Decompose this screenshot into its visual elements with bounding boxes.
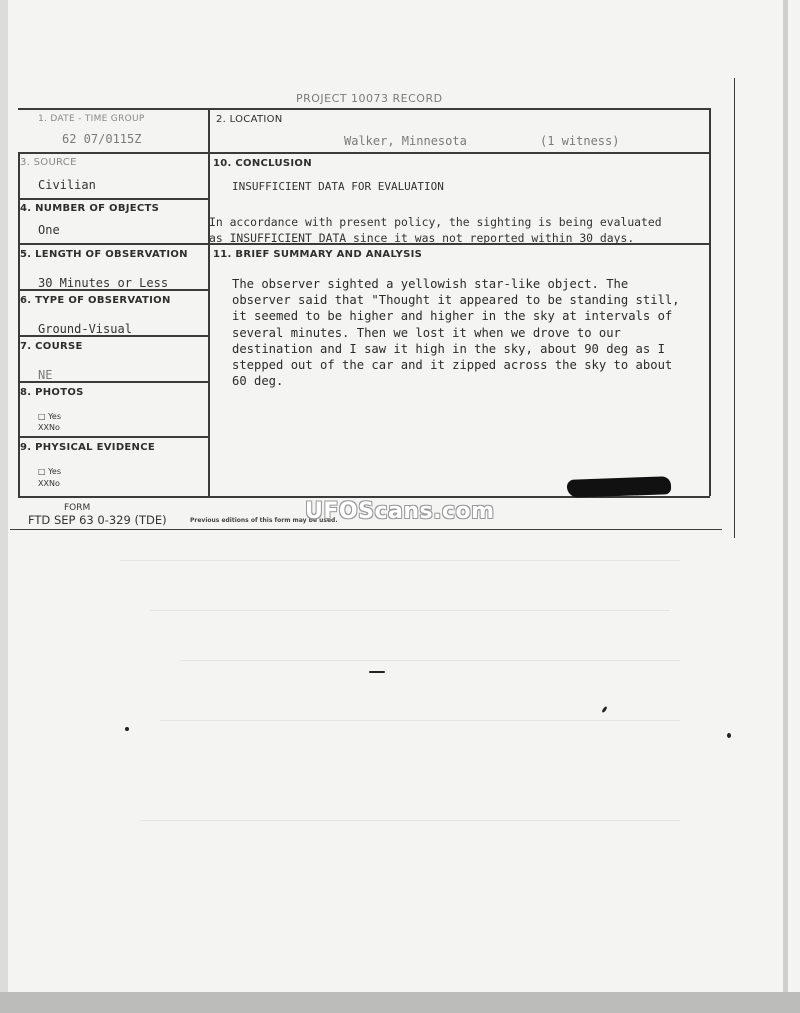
- physical-evidence-yes-checkbox: □ Yes: [38, 467, 62, 476]
- rule: [18, 198, 209, 200]
- conclusion-note-line-2: as INSUFFICIENT DATA since it was not reported within 30 days.: [209, 231, 635, 245]
- date-time-group-value: 62 07/0115Z: [62, 132, 142, 146]
- watermark: UFOScans.com: [305, 499, 495, 524]
- summary-text: [232, 276, 722, 389]
- summary-line: observer said that "Thought it appeared to be standing still,: [232, 293, 680, 308]
- rule: [18, 152, 710, 154]
- speck: [727, 733, 731, 738]
- scan-edge-right: [783, 0, 788, 1013]
- rule: [10, 529, 722, 530]
- conclusion-label: 10. CONCLUSION: [213, 158, 312, 169]
- photos-yes-checkbox: □ Yes: [38, 412, 62, 421]
- length-of-observation-label: 5. LENGTH OF OBSERVATION: [20, 249, 188, 260]
- redaction-mark: [567, 476, 672, 498]
- length-of-observation-value: 30 Minutes or Less: [38, 276, 169, 290]
- summary-label: 11. BRIEF SUMMARY AND ANALYSIS: [213, 249, 423, 260]
- photos-no-checkbox: XXNo: [38, 423, 60, 432]
- form-word: FORM: [64, 503, 91, 513]
- summary-line: 60 deg.: [232, 374, 284, 389]
- previous-editions-note: Previous editions of this form may be used.: [190, 517, 338, 524]
- summary-line: stepped out of the car and it zipped across the sky to about: [232, 358, 673, 373]
- physical-evidence-label: 9. PHYSICAL EVIDENCE: [20, 442, 155, 453]
- source-value: Civilian: [38, 178, 96, 192]
- form-title: PROJECT 10073 RECORD: [296, 92, 443, 105]
- rule: [18, 108, 710, 110]
- source-label: 3. SOURCE: [20, 157, 77, 168]
- form-id: FTD SEP 63 0-329 (TDE): [28, 513, 167, 527]
- bleed-through: [120, 560, 680, 561]
- location-witness: (1 witness): [540, 134, 620, 148]
- bleed-through: [180, 660, 680, 661]
- summary-line: The observer sighted a yellowish star-like object. The: [232, 277, 629, 291]
- scan-edge-bottom: [0, 992, 800, 1013]
- photos-label: 8. PHOTOS: [20, 387, 84, 398]
- summary-line: several minutes. Then we lost it when we drove to our: [232, 325, 621, 340]
- speck: [125, 727, 129, 731]
- type-of-observation-value: Ground-Visual: [38, 322, 132, 336]
- number-of-objects-label: 4. NUMBER OF OBJECTS: [20, 203, 160, 214]
- physical-evidence-no-checkbox: XXNo: [38, 479, 60, 488]
- rule: [208, 108, 210, 496]
- date-time-group-label: 1. DATE - TIME GROUP: [38, 114, 145, 124]
- speck: [601, 706, 607, 713]
- summary-line: destination and I saw it high in the sky, about 90 deg as I: [232, 341, 665, 356]
- speck: [369, 671, 385, 673]
- course-value: NE: [38, 368, 53, 382]
- number-of-objects-value: One: [38, 223, 60, 237]
- rule: [734, 78, 735, 538]
- bleed-through: [140, 820, 680, 821]
- location-label: 2. LOCATION: [216, 114, 283, 125]
- summary-line: it seemed to be higher and higher in the sky at intervals of: [232, 309, 673, 324]
- type-of-observation-label: 6. TYPE OF OBSERVATION: [20, 295, 171, 306]
- course-label: 7. COURSE: [20, 341, 83, 352]
- bleed-through: [160, 720, 680, 721]
- location-value: Walker, Minnesota: [344, 134, 467, 148]
- rule: [18, 436, 209, 438]
- conclusion-value: INSUFFICIENT DATA FOR EVALUATION: [232, 180, 444, 193]
- bleed-through: [150, 610, 670, 611]
- scan-edge-left: [0, 0, 8, 1013]
- conclusion-note-line-1: In accordance with present policy, the sighting is being evaluated: [209, 215, 662, 229]
